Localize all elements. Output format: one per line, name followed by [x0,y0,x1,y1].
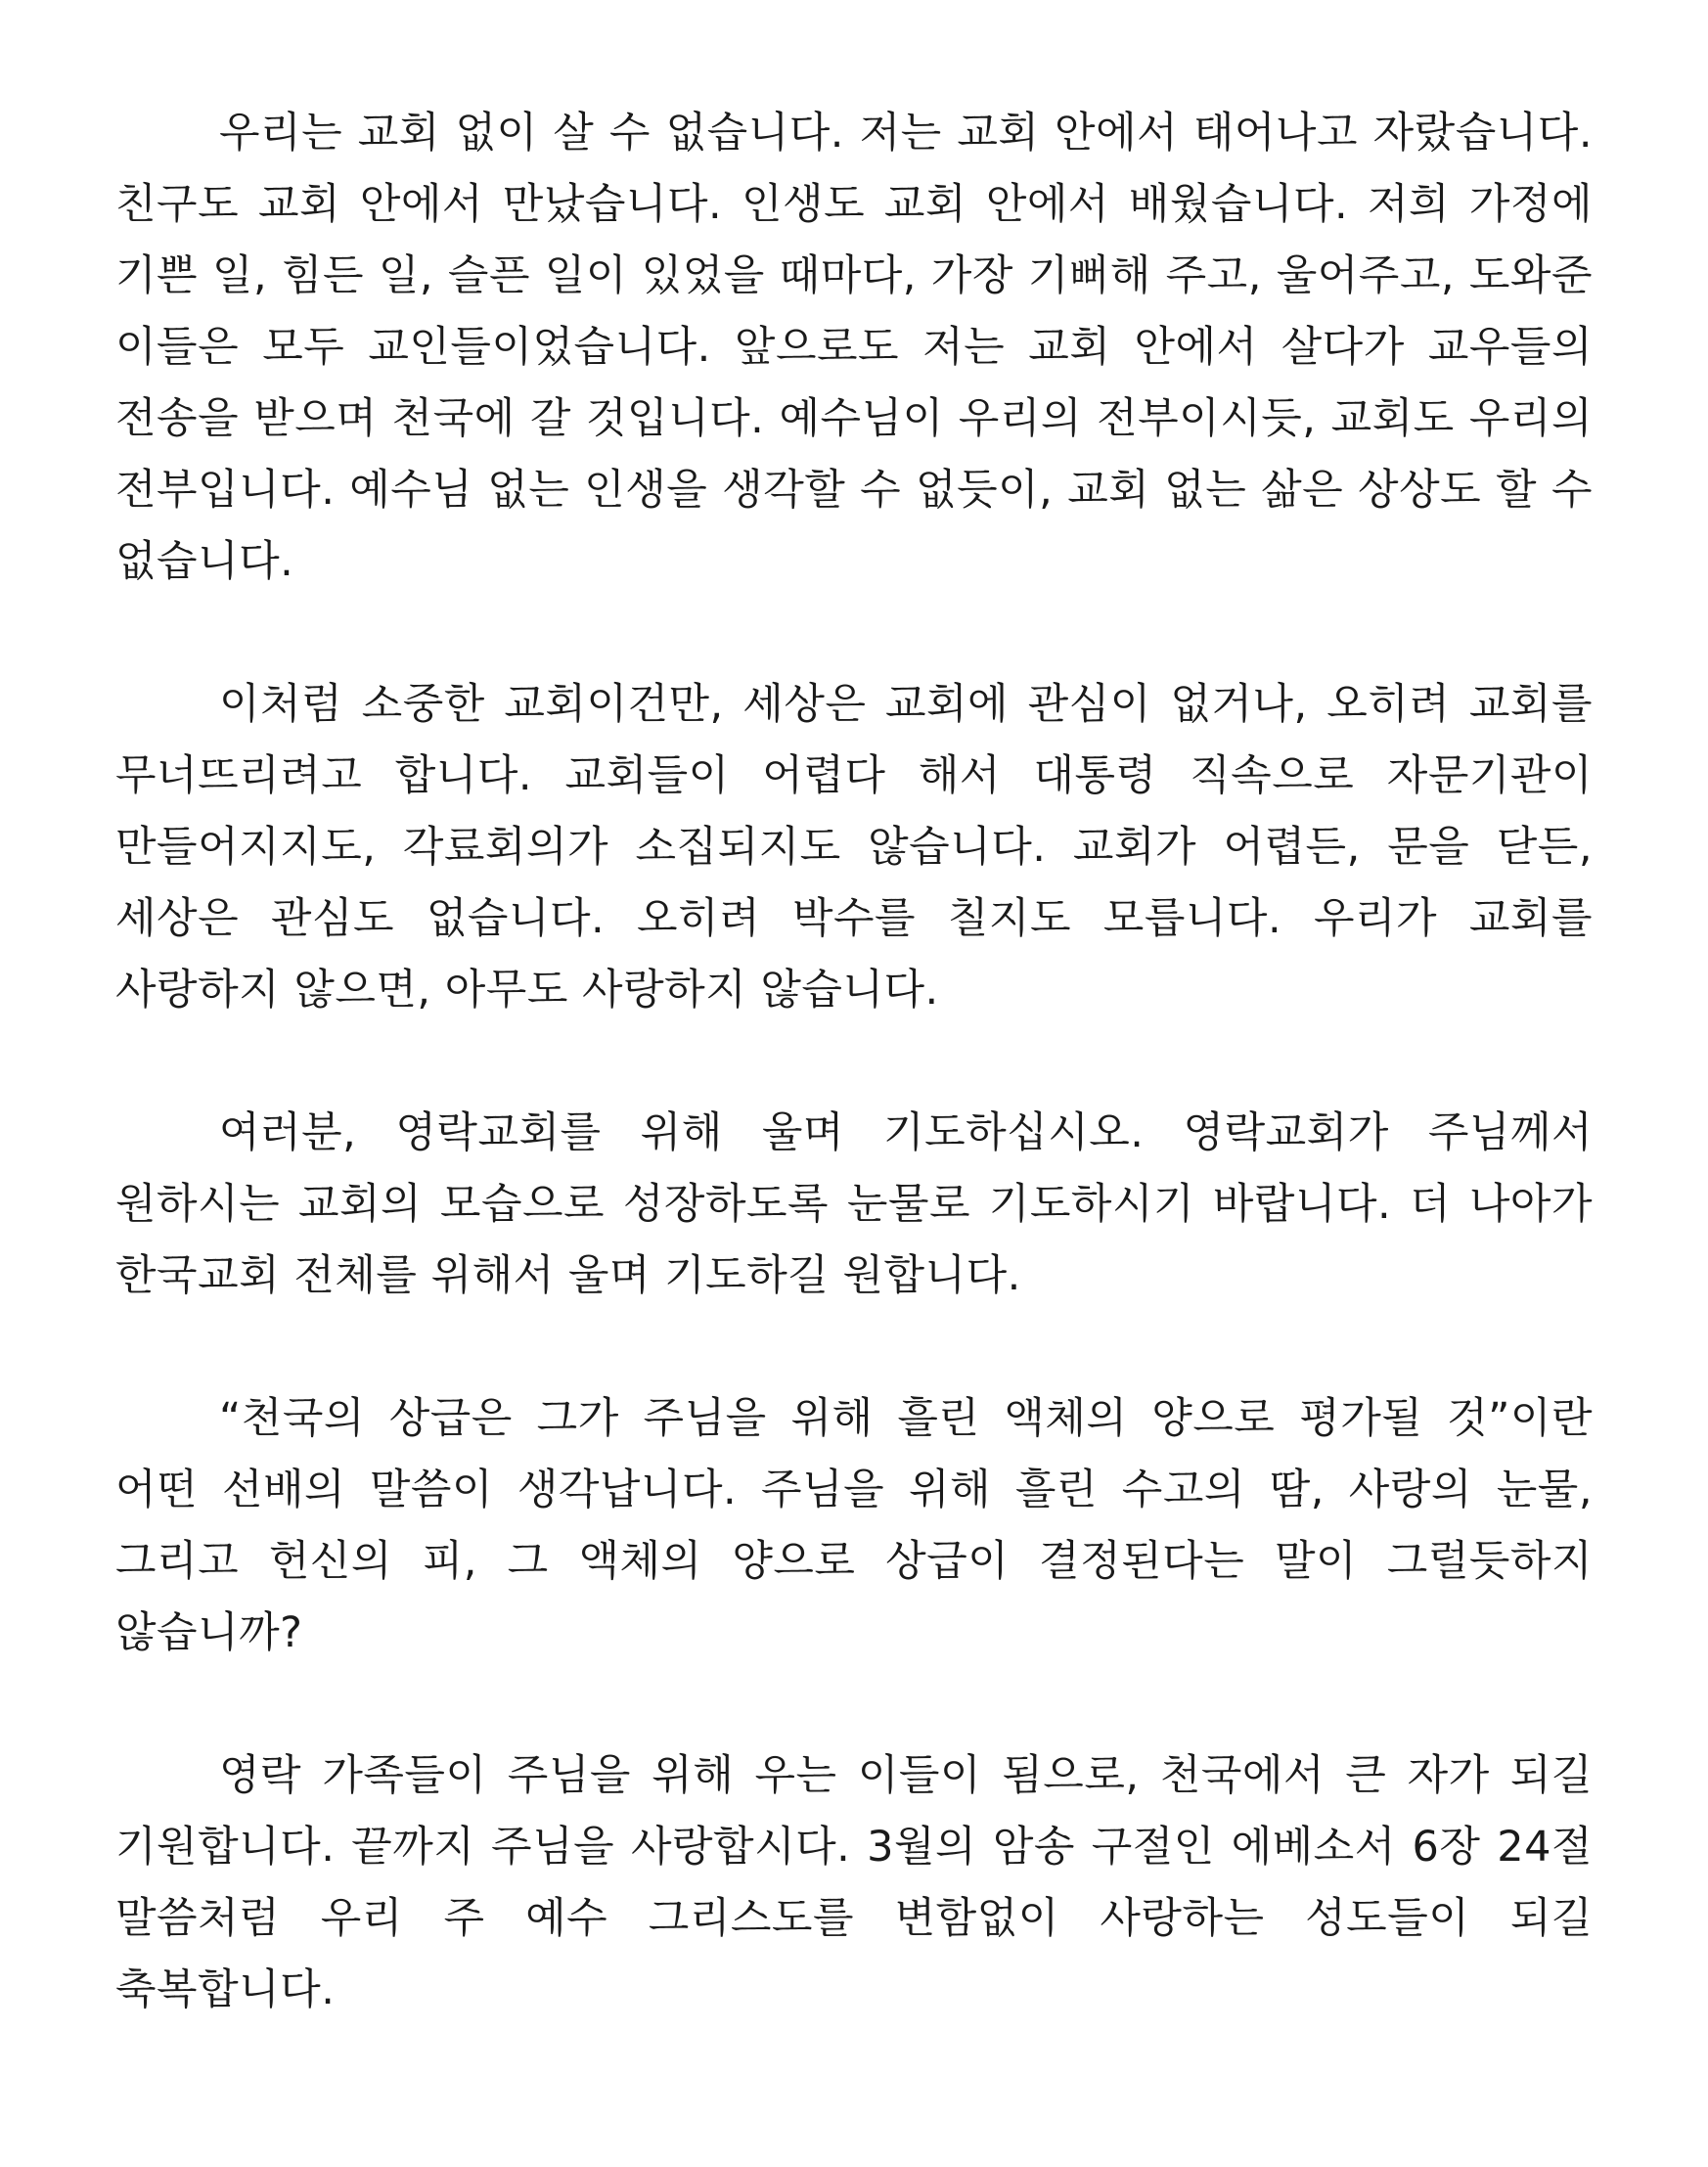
document-page [115,98,1593,2026]
paragraph-1: 우리는 교회 없이 살 수 없습니다. 저는 교회 안에서 태어나고 자랐습니다. 친구도 교회 안에서 만났습니다. 인생도 교회 안에서 배웠습니다. 저희 가정에 기쁜 일, 힘든 일, 슬픈 일이 있었을 때마다, 가장 기뻐해 주고, 울어주고, 도와준 이들은 모두 교인들이었습니다. 앞으로도 저는 교회 안에서 살다가 교우들의 전송을 받으며 천국에 갈 것입니다. 예수님이 우리의 전부이시듯, 교회도 우리의 전부입니다. 예수님 없는 인생을 생각할 수 없듯이, 교회 없는 삶은 상상도 할 수 없습니다. [115,109,1593,586]
paragraph-5: 영락 가족들이 주님을 위해 우는 이들이 됨으로, 천국에서 큰 자가 되길 기원합니다. 끝까지 주님을 사랑합시다. 3월의 암송 구절인 에베소서 6장 24절 말씀처럼 우리 주 예수 그리스도를 변함없이 사랑하는 성도들이 되길 축복합니다. [115,1751,1593,2014]
paragraph-2: 이처럼 소중한 교회이건만, 세상은 교회에 관심이 없거나, 오히려 교회를 무너뜨리려고 합니다. 교회들이 어렵다 해서 대통령 직속으로 자문기관이 만들어지지도, 각료회의가 소집되지도 않습니다. 교회가 어렵든, 문을 닫든, 세상은 관심도 없습니다. 오히려 박수를 칠지도 모릅니다. 우리가 교회를 사랑하지 않으면, 아무도 사랑하지 않습니다. [115,680,1593,1015]
paragraph-3: 여러분, 영락교회를 위해 울며 기도하십시오. 영락교회가 주님께서 원하시는 교회의 모습으로 성장하도록 눈물로 기도하시기 바랍니다. 더 나아가 한국교회 전체를 위해서 울며 기도하길 원합니다. [115,1108,1593,1300]
paragraph-4: “천국의 상급은 그가 주님을 위해 흘린 액체의 양으로 평가될 것”이란 어떤 선배의 말씀이 생각납니다. 주님을 위해 흘린 수고의 땀, 사랑의 눈물, 그리고 헌신의 피, 그 액체의 양으로 상급이 결정된다는 말이 그럴듯하지 않습니까? [115,1394,1593,1657]
